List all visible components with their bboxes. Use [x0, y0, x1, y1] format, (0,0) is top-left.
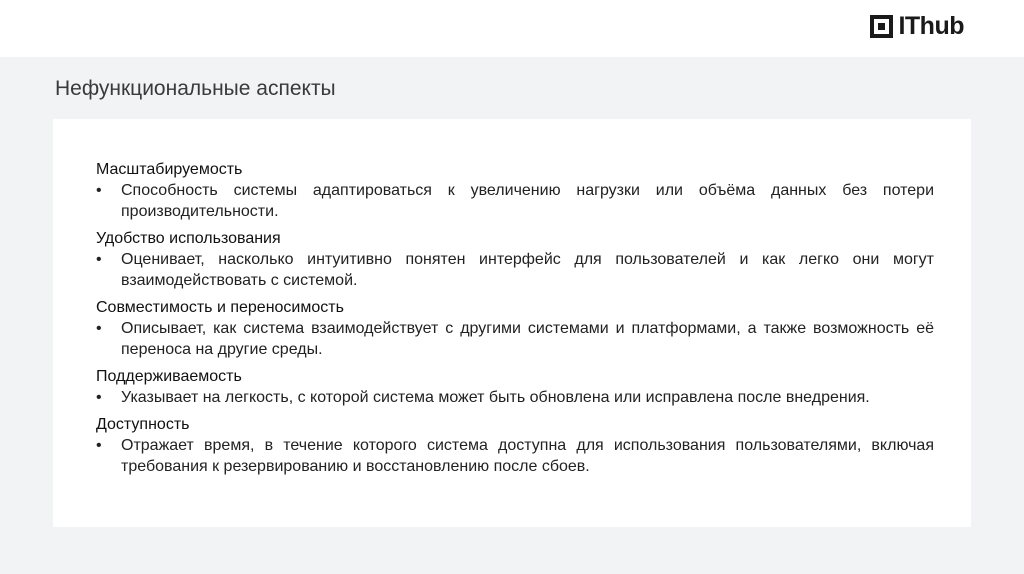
bullet-text: Указывает на легкость, с которой система может быть обновлена или исправлена после внедрения.: [121, 389, 870, 406]
logo-text: IThub: [898, 11, 964, 40]
bullet-marker: •: [96, 437, 102, 454]
bullet-item: [96, 435, 934, 477]
bullet-text: Оценивает, насколько интуитивно понятен интерфейс для пользователей и как легко они могут взаимодействовать с системой.: [121, 251, 934, 289]
top-bar: [0, 0, 1024, 57]
section-heading: Поддерживаемость: [96, 368, 242, 385]
section-heading: Доступность: [96, 416, 190, 433]
ithub-logo: [870, 11, 964, 41]
bullet-text: Описывает, как система взаимодействует с другими системами и платформами, а также возможность её переноса на другие среды.: [121, 320, 934, 358]
content-card: [53, 119, 971, 527]
section-heading: Удобство использования: [96, 230, 281, 247]
section-heading: Масштабируемость: [96, 161, 243, 178]
bullet-text: Отражает время, в течение которого система доступна для использования пользователями, включая требования к резервированию и восстановлению после сбоев.: [121, 437, 934, 475]
bullet-marker: •: [96, 320, 102, 337]
section-maintainability: [96, 366, 934, 408]
content-list: [96, 159, 934, 483]
page-title: Нефункциональные аспекты: [55, 77, 336, 100]
section-availability: [96, 414, 934, 477]
section-heading: Совместимость и переносимость: [96, 299, 344, 316]
section-compatibility: [96, 297, 934, 360]
bullet-item: [96, 249, 934, 291]
logo-square-icon: [870, 15, 893, 38]
bullet-marker: •: [96, 182, 102, 199]
bullet-text: Способность системы адаптироваться к увеличению нагрузки или объёма данных без потери производительности.: [121, 182, 934, 220]
bullet-marker: •: [96, 251, 102, 268]
bullet-marker: •: [96, 389, 102, 406]
section-scalability: [96, 159, 934, 222]
section-usability: [96, 228, 934, 291]
bullet-item: [96, 180, 934, 222]
bullet-item: [96, 387, 934, 408]
bullet-item: [96, 318, 934, 360]
